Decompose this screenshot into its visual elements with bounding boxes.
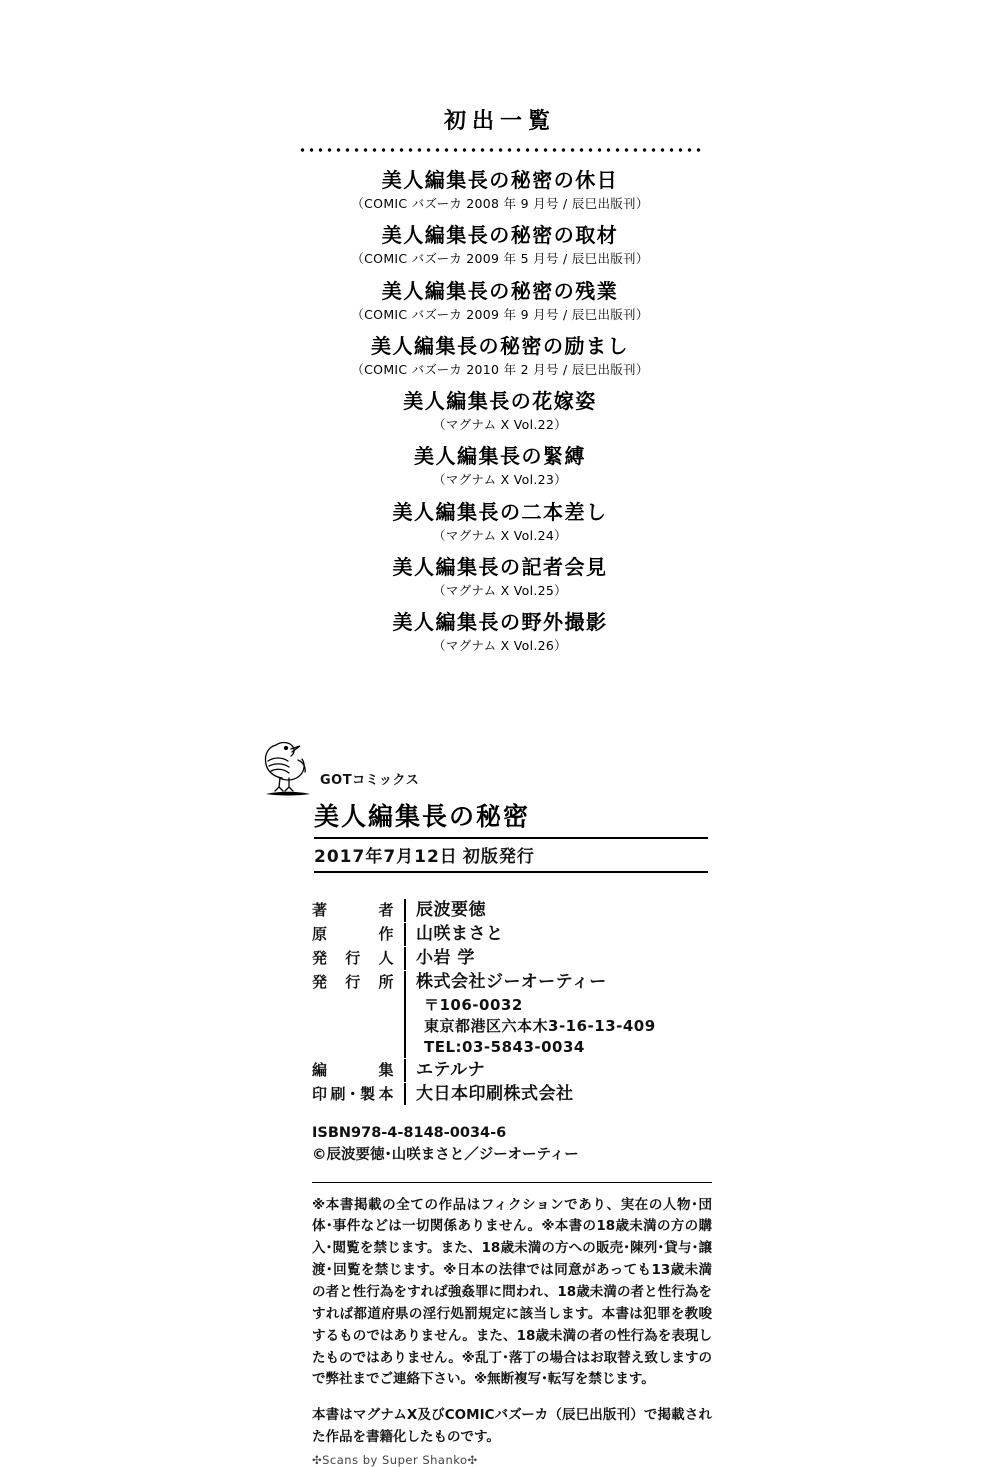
credit-value: 小岩 学: [404, 947, 728, 970]
address-line: TEL:03-5843-0034: [424, 1037, 585, 1056]
credit-label: 発行人: [312, 948, 394, 967]
entry-source: （マグナム X Vol.26）: [433, 638, 567, 653]
entry-source: （マグナム X Vol.22）: [433, 417, 567, 432]
entry-source: （COMIC バズーカ 2008 年 9 月号 / 辰巳出版刊）: [351, 196, 649, 211]
list-item: [0, 222, 1000, 267]
isbn: ISBN978-4-8148-0034-6: [312, 1125, 507, 1142]
credit-label: 印刷･製本: [312, 1084, 394, 1103]
isbn-block: [312, 1123, 728, 1165]
credit-value: 辰波要徳: [404, 899, 728, 922]
list-item: [0, 499, 1000, 544]
credit-value: 大日本印刷株式会社: [404, 1083, 728, 1106]
book-title: 美人編集長の秘密: [314, 802, 531, 831]
section-title: 初出一覧: [443, 109, 556, 134]
publication-date: 2017年7月12日: [314, 847, 458, 867]
edition-label: 初版発行: [462, 847, 535, 867]
entry-source: （COMIC バズーカ 2009 年 9 月号 / 辰巳出版刊）: [351, 306, 649, 322]
legal-paragraph: 本書はマグナムX及びCOMICバズーカ（辰巳出版刊）で掲載された作品を書籍化したものです。: [312, 1407, 712, 1446]
table-row: [312, 971, 728, 1058]
publication-date-row: [314, 837, 708, 873]
list-item: [0, 278, 1000, 323]
credit-label: 原 作: [312, 924, 394, 943]
credits-table: [312, 899, 728, 1105]
table-row: [312, 1083, 728, 1106]
scan-credit: ✣Scans by Super Shanko✣: [312, 1452, 478, 1467]
entry-title: 美人編集長の緊縛: [414, 444, 586, 469]
entry-title: 美人編集長の花嫁姿: [403, 389, 597, 413]
credit-value: 山咲まさと: [404, 923, 728, 946]
entry-title: 美人編集長の二本差し: [392, 499, 608, 524]
bird-logo-icon: [258, 735, 318, 801]
credit-label: 著 者: [312, 901, 394, 919]
entry-title: 美人編集長の秘密の励まし: [371, 333, 629, 358]
legal-notice: [312, 1182, 712, 1449]
first-publication-section: [0, 104, 1000, 664]
colophon-section: [258, 735, 728, 1467]
table-row: [312, 947, 728, 970]
credit-label: 編 集: [312, 1060, 394, 1079]
address-line: 〒106-0032: [424, 995, 523, 1014]
credit-label: 発行所: [312, 972, 394, 991]
list-item: [0, 609, 1000, 654]
imprint-label: GOTコミックス: [320, 773, 420, 788]
list-item: [0, 167, 1000, 212]
entry-title: 美人編集長の野外撮影: [392, 610, 608, 634]
entry-source: （マグナム X Vol.23）: [433, 472, 567, 488]
list-item: [0, 333, 1000, 378]
legal-paragraph: ※本書掲載の全ての作品はフィクションであり、実在の人物･団体･事件などは一切関係ありません。※本書の18歳未満の方の購入･閲覧を禁じます。また、18歳未満の方への販売･陳列･貸与･譲渡･回覧を禁じます。※日本の法律では同意があっても13歳未満の者と性行為をすれば強姦罪に問われ、18歳未満の者と性行為をすれば都道府県の淫行処罰規定に該当します。本書は犯罪を教唆するものではありません。また、18歳未満の者の性行為を表現したものではありません。※乱丁･落丁の場合はお取替え致しますので弊社までご連絡下さい。※無断複写･転写を禁じます。: [312, 1196, 712, 1388]
list-item: [0, 554, 1000, 599]
entry-title: 美人編集長の記者会見: [392, 554, 608, 579]
entry-title: 美人編集長の秘密の取材: [381, 223, 619, 248]
list-item: [0, 388, 1000, 433]
credit-value: エテルナ: [404, 1059, 728, 1082]
entry-source: （マグナム X Vol.25）: [433, 582, 567, 598]
publisher-name: 株式会社ジーオーティー: [416, 971, 607, 992]
entry-title: 美人編集長の秘密の残業: [381, 278, 619, 303]
dotted-divider: [298, 145, 702, 155]
table-row: [312, 923, 728, 946]
publisher-logo-row: [258, 735, 728, 795]
entry-source: （COMIC バズーカ 2009 年 5 月号 / 辰巳出版刊）: [351, 251, 649, 267]
credit-value: [404, 971, 728, 1058]
table-row: [312, 899, 728, 922]
entry-source: （COMIC バズーカ 2010 年 2 月号 / 辰巳出版刊）: [351, 361, 649, 377]
list-item: [0, 443, 1000, 488]
table-row: [312, 1059, 728, 1082]
entry-title: 美人編集長の秘密の休日: [381, 168, 619, 192]
entry-source: （マグナム X Vol.24）: [433, 527, 567, 543]
copyright: ©辰波要徳･山咲まさと／ジーオーティー: [312, 1146, 579, 1163]
address-line: 東京都港区六本木3-16-13-409: [424, 1016, 656, 1035]
